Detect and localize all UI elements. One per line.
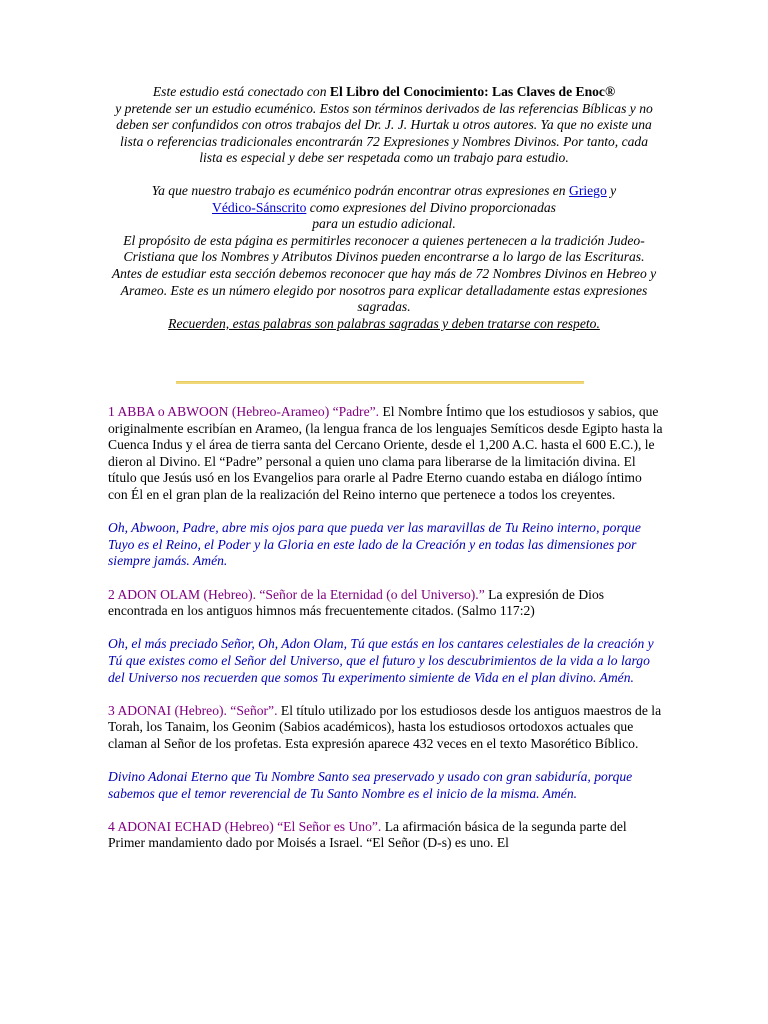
entry-heading: 4 ADONAI ECHAD (Hebreo) “El Señor es Uno”. [108,818,382,834]
entry-text: La afirmación básica de la segunda parte del Primer mandamiento dado por Moisés a Israel. “El Señor (D-s) es uno. El [108,818,627,851]
intro-paragraph-1 [108,84,660,167]
entry-1 [108,404,664,504]
entry-heading: 3 ADONAI (Hebreo). “Señor”. [108,702,278,718]
intro-paragraph-4: Recuerden, estas palabras son palabras sagradas y deben tratarse con respeto. [168,315,600,331]
entry-3 [108,703,664,753]
entry-heading: 2 ADON OLAM (Hebreo). “Señor de la Eternidad (o del Universo).” [108,586,485,602]
intro-text: Este estudio está conectado con [152,84,330,99]
entry-prayer: Divino Adonai Eterno que Tu Nombre Santo sea preservado y usado con gran sabiduría, porque sabemos que el temor reverencial de Tu Santo Nombre es el inicio de la misma. Amén. [108,769,633,801]
intro-paragraph-3: El propósito de esta página es permitirles reconocer a quienes pertenecen a la tradición Judeo-Cristiana que los Nombres y Atributos Divinos pueden encontrarse a lo largo de las Escrituras. Antes de estudiar esta sección debemos reconocer que hay más de 72 Nombres Divinos en Hebreo y Arameo. Este es un número elegido por nosotros para explicar detalladamente estas expresiones sagradas. [111,232,657,315]
intro-section [108,84,660,332]
intro-paragraph-2 [108,183,660,233]
link-vedico-sanscrito[interactable]: Védico-Sánscrito [212,199,307,215]
intro-text: Ya que nuestro trabajo es ecuménico podrán encontrar otras expresiones en [151,182,570,198]
entry-2 [108,587,664,620]
section-divider [176,381,584,384]
entry-prayer: Oh, Abwoon, Padre, abre mis ojos para que pueda ver las maravillas de Tu Reino interno, porque Tuyo es el Reino, el Poder y la Gloria en este lado de la Creación y en todas las dimensiones por siempre jamás. Amén. [108,520,641,569]
intro-text: y pretende ser un estudio ecuménico. Estos son términos derivados de las referencias Bíblicas y no deben ser confundidos con otros trabajos del Dr. J. J. Hurtak u otros autores. Ya que no existe una lista o referencias tradicionales encontrarán 72 Expresiones y Nombres Divinos. Por tanto, cada lista es especial y debe ser respetada como un trabajo para estudio. [115,100,653,166]
book-title: El Libro del Conocimiento: Las Claves de Enoc® [329,84,616,99]
divine-names-list [108,404,664,869]
intro-text: como expresiones del Divino proporcionadas [306,199,556,215]
link-griego[interactable]: Griego [569,182,607,198]
entry-text: El Nombre Íntimo que los estudiosos y sabios, que originalmente escribían en Arameo, (la lengua franca de los lenguajes Semíticos desde Egipto hasta la Cuenca Indus y el área de tierra santa del Cercano Oriente, desde el 1,200 A.C. hasta el 600 E.C.), le dieron al Divino. El “Padre” personal a quien uno clama para liberarse de la limitación divina. El título que Jesús usó en los Evangelios para orarle al Padre Eterno cuando estaba en diálogo íntimo con Él en el gran plan de la realización del Reino interno que pertenece a todos los creyentes. [108,404,663,502]
entry-text: La expresión de Dios encontrada en los antiguos himnos más frecuentemente citados. (Salmo 117:2) [108,586,605,619]
entry-prayer: Oh, el más preciado Señor, Oh, Adon Olam, Tú que estás en los cantares celestiales de la creación y Tú que existes como el Señor del Universo, que el futuro y los descubrimientos de la vida a lo largo del Universo nos recuerden que somos Tu experimento simiente de Vida en el plan divino. Amén. [108,636,654,685]
entry-text: El título utilizado por los estudiosos desde los antiguos maestros de la Torah, los Tanaim, los Geonim (Sabios académicos), hasta los estudiosos ortodoxos actuales que claman al Señor de los profetas. Esta expresión aparece 432 veces en el texto Masorético Bíblico. [108,702,662,751]
entry-heading: 1 ABBA o ABWOON (Hebreo-Arameo) “Padre”. [108,404,380,419]
entry-4 [108,819,664,852]
intro-text: para un estudio adicional. [312,216,456,232]
intro-text: y [606,182,617,198]
